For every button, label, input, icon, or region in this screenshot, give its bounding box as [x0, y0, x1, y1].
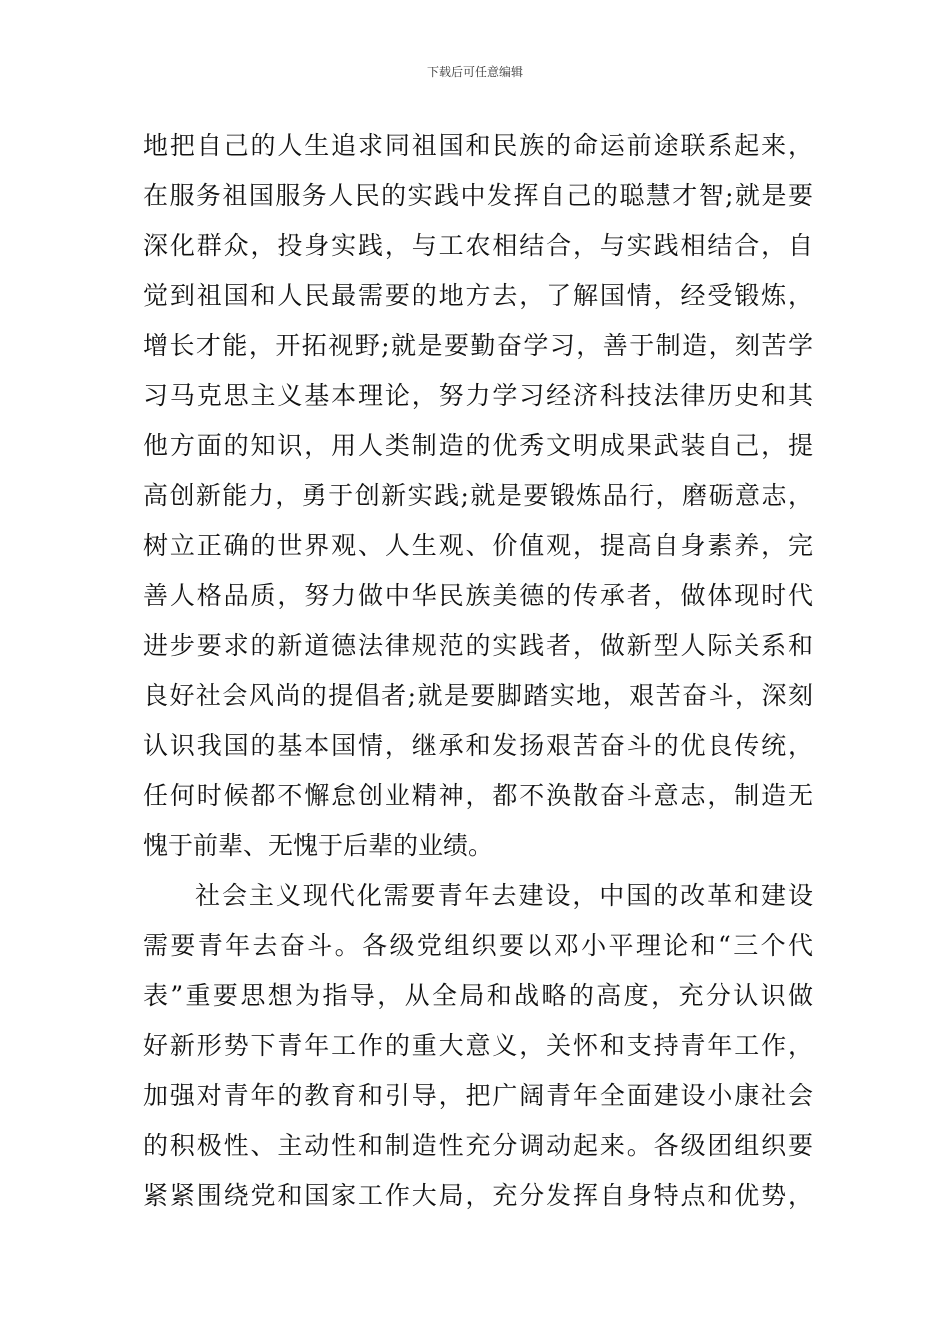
text-line: 任何时候都不懈怠创业精神，都不涣散奋斗意志，制造无 [143, 781, 813, 810]
text-line: 紧紧围绕党和国家工作大局，充分发挥自身特点和优势， [143, 1181, 813, 1210]
text-line: 树立正确的世界观、人生观、价值观，提高自身素养，完 [143, 531, 813, 560]
page-header: 下载后可任意编辑 [426, 65, 523, 79]
paragraph-1 [143, 121, 813, 871]
text-line: 进步要求的新道德法律规范的实践者，做新型人际关系和 [143, 631, 813, 660]
text-line: 表”重要思想为指导，从全局和战略的高度，充分认识做 [143, 981, 813, 1010]
text-line: 高创新能力，勇于创新实践;就是要锻炼品行，磨砺意志， [143, 481, 813, 510]
text-line: 需要青年去奋斗。各级党组织要以邓小平理论和“三个代 [143, 931, 813, 960]
text-line: 好新形势下青年工作的重大意义，关怀和支持青年工作， [143, 1031, 813, 1060]
text-line: 增长才能，开拓视野;就是要勤奋学习，善于制造，刻苦学 [143, 331, 813, 360]
text-line: 愧于前辈、无愧于后辈的业绩。 [143, 831, 494, 860]
text-line: 加强对青年的教育和引导，把广阔青年全面建设小康社会 [143, 1081, 813, 1110]
text-line: 良好社会风尚的提倡者;就是要脚踏实地，艰苦奋斗，深刻 [143, 681, 813, 710]
text-line: 认识我国的基本国情，继承和发扬艰苦奋斗的优良传统， [143, 731, 813, 760]
text-line: 觉到祖国和人民最需要的地方去，了解国情，经受锻炼， [143, 281, 813, 310]
document-body [143, 121, 813, 1221]
text-line: 在服务祖国服务人民的实践中发挥自己的聪慧才智;就是要 [143, 181, 813, 210]
text-line: 社会主义现代化需要青年去建设，中国的改革和建设 [195, 881, 813, 910]
paragraph-2 [143, 871, 813, 1221]
text-line: 的积极性、主动性和制造性充分调动起来。各级团组织要 [143, 1131, 813, 1160]
text-line: 习马克思主义基本理论，努力学习经济科技法律历史和其 [143, 381, 813, 410]
text-line: 善人格品质，努力做中华民族美德的传承者，做体现时代 [143, 581, 813, 610]
text-line: 深化群众，投身实践，与工农相结合，与实践相结合，自 [143, 231, 813, 260]
text-line: 地把自己的人生追求同祖国和民族的命运前途联系起来， [143, 131, 813, 160]
text-line: 他方面的知识，用人类制造的优秀文明成果武装自己，提 [143, 431, 813, 460]
